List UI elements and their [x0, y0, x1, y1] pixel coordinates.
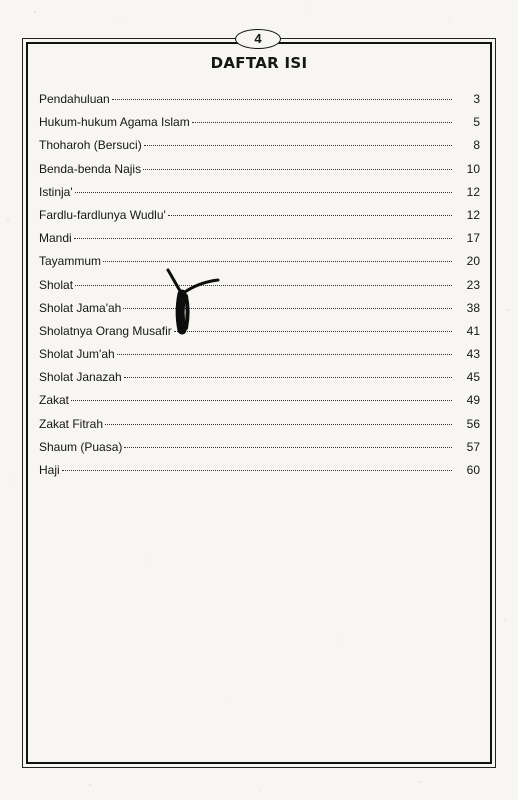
- dot-leader: [192, 112, 452, 123]
- toc-entry-page: 3: [473, 92, 480, 106]
- toc-entry-label: Sholatnya Orang Musafir: [39, 323, 172, 338]
- toc-entry-page: 60: [466, 463, 480, 477]
- dot-leader: [168, 205, 452, 216]
- toc-entry-page: 20: [466, 254, 480, 269]
- toc-entry-page: 12: [466, 184, 480, 199]
- toc-entry-label: Tayammum: [39, 254, 102, 269]
- dot-leader: [117, 344, 452, 355]
- toc-entry-page: 23: [466, 277, 480, 292]
- page-title: DAFTAR ISI: [210, 54, 308, 72]
- toc-entry-label: Pendahuluan: [39, 92, 110, 106]
- toc-entry-page: 12: [466, 207, 480, 222]
- toc-entry-label: Istinja': [39, 184, 73, 199]
- toc-entry-page: 56: [466, 416, 480, 431]
- toc-entry-label: Sholat Jama'ah: [39, 300, 122, 315]
- toc-entry-page: 43: [466, 347, 480, 362]
- dot-leader: [143, 159, 452, 170]
- toc-entry-label: Hukum-hukum Agama Islam: [39, 115, 190, 130]
- dot-leader: [74, 228, 452, 239]
- toc-entry-page: 17: [466, 231, 480, 246]
- toc-entry-label: Zakat: [39, 393, 70, 408]
- dot-leader: [71, 390, 452, 401]
- page-number: 4: [235, 29, 281, 49]
- dot-leader: [124, 367, 452, 378]
- toc-entry-label: Sholat: [39, 277, 74, 292]
- toc-entry-label: Mandi: [39, 231, 72, 246]
- toc-entry-label: Shaum (Puasa): [39, 439, 123, 454]
- dot-leader: [62, 460, 452, 471]
- toc-entry-page: 49: [466, 393, 480, 408]
- dot-leader: [144, 135, 452, 146]
- toc-entry-label: Benda-benda Najis: [39, 161, 142, 176]
- toc-entry-label: Sholat Janazah: [39, 370, 122, 385]
- dot-leader: [124, 437, 452, 448]
- toc-entry-label: Thoharoh (Bersuci): [39, 138, 142, 153]
- toc-entry-label: Sholat Jum'ah: [39, 347, 115, 362]
- toc-entry-label: Fardlu-fardlunya Wudlu': [39, 207, 166, 222]
- dot-leader: [75, 275, 452, 286]
- toc-entry: [39, 463, 480, 486]
- dot-leader: [105, 414, 452, 425]
- table-of-contents: [39, 92, 480, 486]
- toc-entry-page: 8: [473, 138, 480, 153]
- toc-entry-label: Haji: [39, 463, 60, 477]
- toc-entry-page: 45: [466, 370, 480, 385]
- dot-leader: [123, 298, 452, 309]
- toc-entry-page: 5: [473, 115, 480, 130]
- dot-leader: [174, 321, 452, 332]
- toc-entry-page: 41: [466, 323, 480, 338]
- dot-leader: [112, 89, 452, 100]
- toc-entry-label: Zakat Fitrah: [39, 416, 104, 431]
- dot-leader: [103, 251, 452, 262]
- toc-entry-page: 38: [466, 300, 480, 315]
- toc-entry-page: 57: [466, 439, 480, 454]
- toc-entry-page: 10: [466, 161, 480, 176]
- dot-leader: [75, 182, 452, 193]
